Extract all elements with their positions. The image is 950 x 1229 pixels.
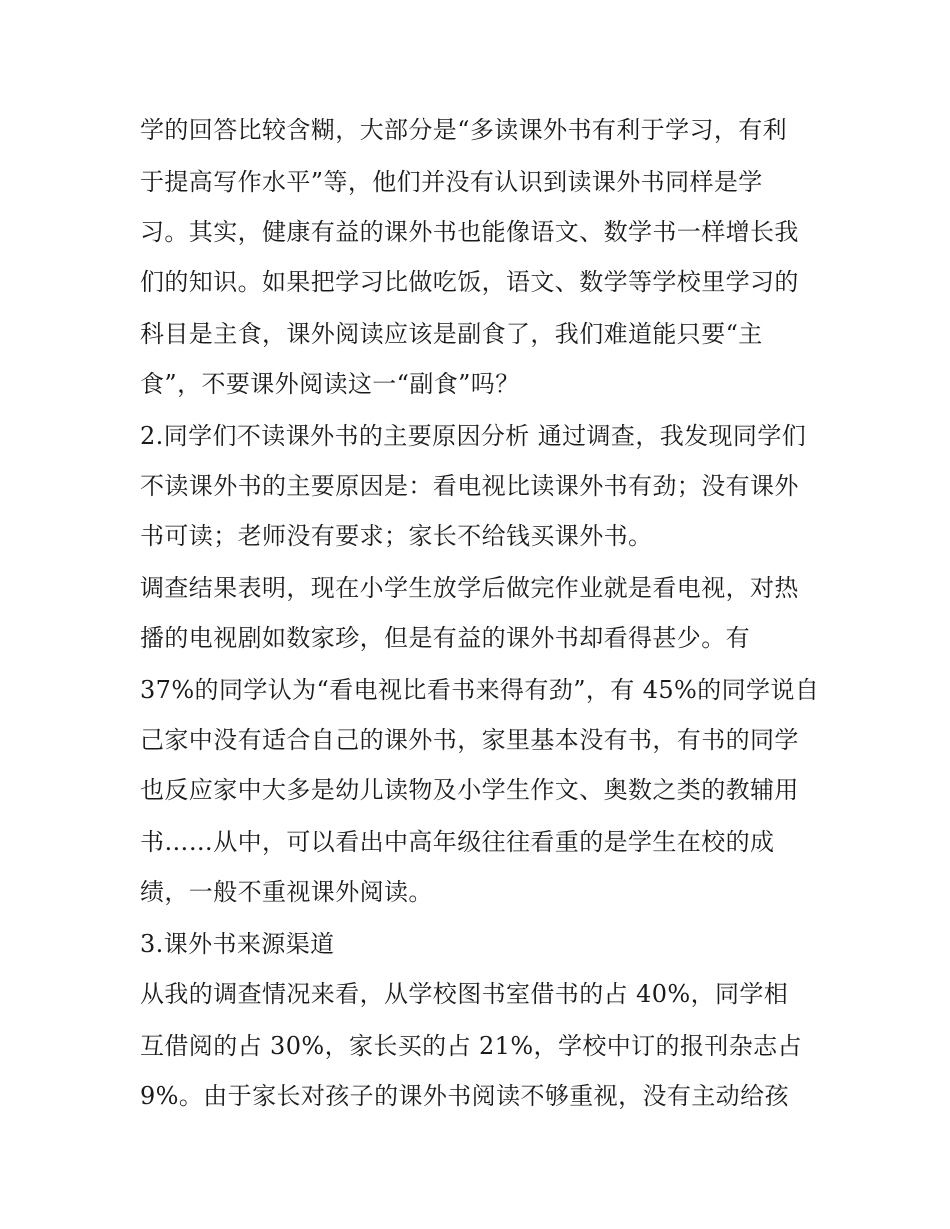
text-line: 己家中没有适合自己的课外书，家里基本没有书，有书的同学: [140, 726, 799, 754]
text-line: 播的电视剧如数家珍，但是有益的课外书却看得甚少。有: [140, 624, 750, 652]
text-line: 9%。由于家长对孩子的课外书阅读不够重视，没有主动给孩: [140, 1082, 789, 1110]
text-line: 于提高写作水平”等，他们并没有认识到读课外书同样是学: [140, 168, 763, 196]
text-line: 也反应家中大多是幼儿读物及小学生作文、奥数之类的教辅用: [140, 776, 799, 804]
text-line: 绩，一般不重视课外阅读。: [140, 878, 433, 906]
text-line: 书……从中，可以看出中高年级往往看重的是学生在校的成: [140, 828, 775, 856]
text-line: 不读课外书的主要原因是：看电视比读课外书有劲；没有课外: [140, 472, 799, 500]
text-line: 食”，不要课外阅读这一“副食”吗？: [140, 370, 520, 398]
section-heading-2: 2.同学们不读课外书的主要原因分析 通过调查，我发现同学们: [140, 422, 807, 450]
text-line: 37%的同学认为“看电视比看书来得有劲”，有 45%的同学说自: [140, 676, 820, 704]
text-line: 调查结果表明，现在小学生放学后做完作业就是看电视，对热: [140, 574, 799, 602]
text-line: 互借阅的占 30%，家长买的占 21%，学校中订的报刊杂志占: [140, 1032, 802, 1060]
text-line: 书可读；老师没有要求；家长不给钱买课外书。: [140, 522, 653, 550]
text-line: 科目是主食，课外阅读应该是副食了，我们难道能只要“主: [140, 320, 763, 348]
text-line: 们的知识。如果把学习比做吃饭，语文、数学等学校里学习的: [140, 268, 799, 296]
section-heading-3: 3.课外书来源渠道: [140, 930, 335, 958]
text-line: 从我的调查情况来看，从学校图书室借书的占 40%，同学相: [140, 980, 789, 1008]
text-line: 习。其实，健康有益的课外书也能像语文、数学书一样增长我: [140, 218, 799, 246]
text-line: 学的回答比较含糊，大部分是“多读课外书有利于学习，有利: [140, 116, 788, 144]
